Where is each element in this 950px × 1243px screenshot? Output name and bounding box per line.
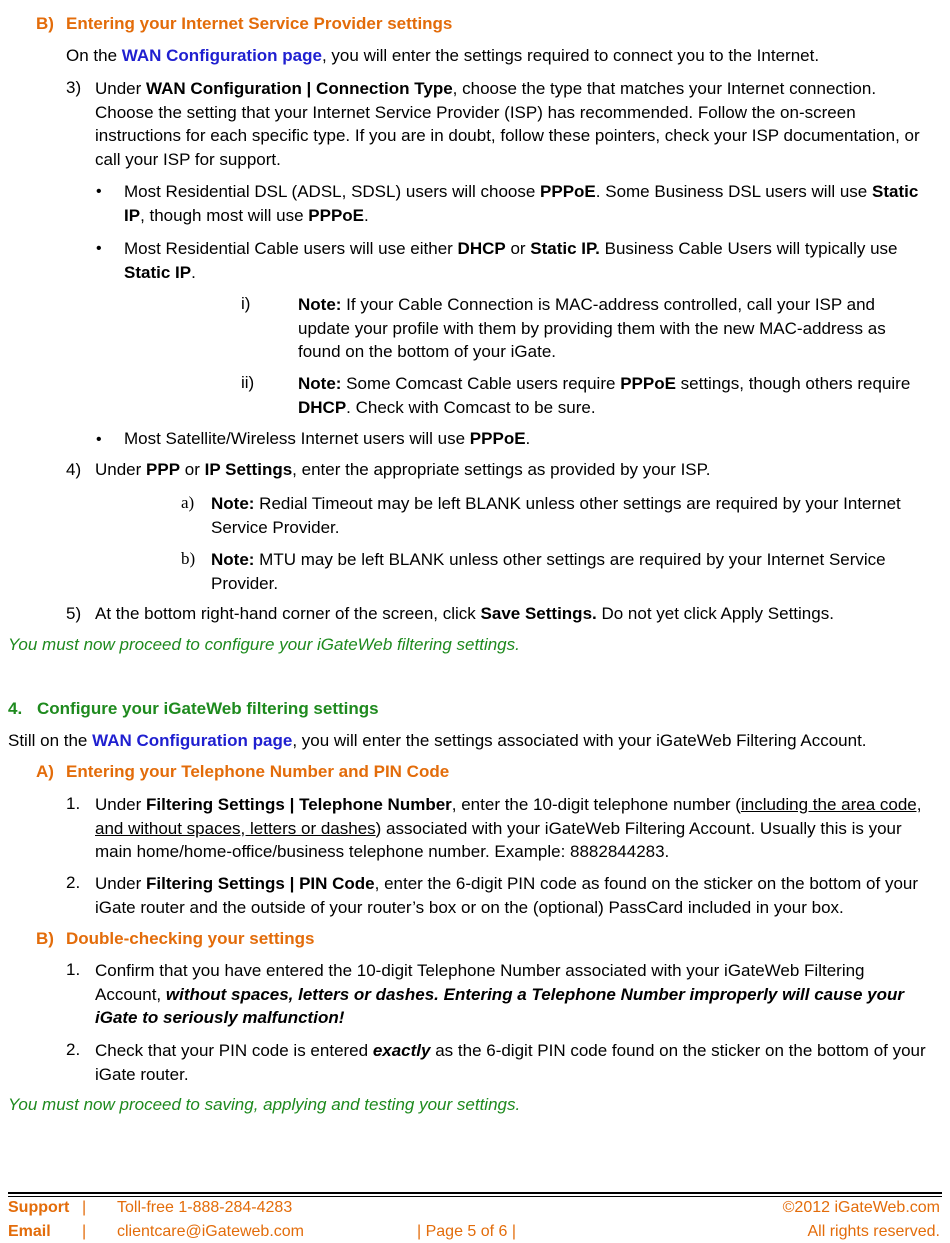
section-4-heading: Configure your iGateWeb filtering settings — [37, 699, 379, 718]
underlined-text: including the area code, and without spaces, letters or dashes — [95, 795, 922, 838]
note-a — [211, 492, 936, 539]
note-label: Note: — [298, 295, 342, 314]
bold-text: IP Settings — [204, 460, 293, 479]
text: Do not yet click Apply Settings. — [596, 604, 834, 623]
b2-item-1 — [95, 959, 920, 1030]
text: Check that your PIN code is entered — [95, 1041, 373, 1060]
note-ii-marker: ii) — [241, 373, 255, 392]
wan-config-link: WAN Configuration page — [121, 46, 322, 65]
text: At the bottom right-hand corner of the screen, click — [95, 604, 481, 623]
bold-text: DHCP — [298, 397, 347, 417]
section-4-marker: 4. — [8, 699, 23, 718]
step-3-marker: 3) — [66, 78, 82, 97]
bullet-satellite — [124, 428, 530, 450]
text: Business Cable Users will typically use — [599, 239, 898, 258]
note-a-marker: a) — [181, 493, 195, 512]
a-item-1 — [95, 793, 940, 864]
footer-page-number: | Page 5 of 6 | — [417, 1223, 517, 1240]
text: Under — [95, 874, 147, 893]
intro-text: On the — [66, 46, 122, 65]
footer-phone: Toll-free 1-888-284-4283 — [117, 1199, 293, 1216]
b2-item-1-marker: 1. — [66, 960, 81, 979]
bullet-icon: • — [96, 431, 102, 448]
a-item-2 — [95, 872, 935, 919]
text: ) associated with your iGateWeb Filtering Account. Usually this is your main home/home-office/business telephone number. Example: 8882844283. — [95, 818, 902, 861]
a-item-1-marker: 1. — [66, 794, 81, 813]
section-b-intro — [66, 45, 819, 67]
note-i-marker: i) — [241, 294, 251, 313]
bold-text: PPPoE — [540, 182, 596, 201]
section-a-marker: A) — [36, 762, 54, 781]
b2-item-2-marker: 2. — [66, 1040, 81, 1059]
bullet-icon: • — [96, 240, 102, 257]
footer-email-link[interactable]: clientcare@iGateweb.com — [117, 1223, 304, 1240]
bold-text: PPPoE — [469, 429, 526, 448]
text: Under — [95, 460, 147, 479]
text: . — [364, 205, 369, 225]
note-label: Note: — [211, 494, 255, 513]
section-b2-heading: Double-checking your settings — [66, 929, 315, 948]
proceed-note-2: You must now proceed to saving, applying and testing your settings. — [8, 1095, 521, 1114]
text: Most Residential Cable users will use either — [124, 239, 458, 258]
text: , you will enter the settings associated with your iGateWeb Filtering Account. — [292, 731, 867, 750]
text: , choose the type that matches your Internet connection. Choose the setting that your Internet Service Provider (ISP) has recommended. Follow the on-screen instructions for each specific type. If you are in doubt, follow these pointers, check your ISP documentation, or call your ISP for support. — [95, 79, 920, 169]
text: , enter the appropriate settings as provided by your ISP. — [292, 460, 711, 479]
note-b-marker: b) — [181, 549, 196, 568]
step-4-marker: 4) — [66, 460, 82, 479]
section-a-heading: Entering your Telephone Number and PIN Code — [66, 762, 450, 781]
footer-email-label: Email — [8, 1223, 51, 1240]
text: as the 6-digit PIN code found on the sticker on the bottom of your iGate router. — [95, 1041, 926, 1084]
section-b2-marker: B) — [36, 929, 54, 948]
text: Redial Timeout may be left BLANK unless other settings are required by your Internet Service Provider. — [211, 494, 901, 537]
footer-rights: All rights reserved. — [807, 1223, 940, 1240]
text: settings, though others require — [675, 374, 911, 393]
text: , enter the 6-digit PIN code as found on the sticker on the bottom of your iGate router and the outside of your router’s box or on the (optional) PassCard included in your box. — [95, 874, 919, 917]
bold-text: PPPoE — [620, 374, 676, 393]
note-ii — [298, 372, 930, 419]
bold-text: PPPoE — [308, 205, 365, 225]
text: or — [505, 239, 531, 258]
footer-support-label: Support — [8, 1199, 70, 1216]
text: or — [180, 460, 205, 479]
step-5-marker: 5) — [66, 604, 82, 623]
text: Most Satellite/Wireless Internet users will use — [124, 429, 470, 448]
text: . Some Business DSL users will use — [595, 182, 872, 201]
proceed-note-1: You must now proceed to configure your iGateWeb filtering settings. — [8, 635, 520, 654]
bold-text: Static IP — [124, 262, 192, 282]
text: Under — [95, 795, 147, 814]
note-label: Note: — [211, 550, 255, 569]
b2-item-2 — [95, 1039, 935, 1086]
bullet-dsl — [124, 180, 934, 227]
note-label: Note: — [298, 374, 342, 393]
text: Confirm that you have entered the 10-digit Telephone Number associated with your iGateWeb Filtering Account, — [95, 961, 865, 1004]
note-b — [211, 548, 926, 595]
text: Most Residential DSL (ADSL, SDSL) users will choose — [124, 182, 541, 201]
text: , though most will use — [140, 205, 309, 225]
bold-text: Filtering Settings | Telephone Number — [146, 795, 452, 814]
text: If your Cable Connection is MAC-address controlled, call your ISP and update your profile with them by providing them with the new MAC-address as found on the bottom of your iGate. — [298, 295, 886, 361]
text: Still on the — [8, 731, 93, 750]
text: . — [191, 262, 196, 282]
bold-text: PPP — [146, 460, 181, 479]
section-b-heading: Entering your Internet Service Provider settings — [66, 14, 453, 33]
step-5-text — [95, 603, 834, 625]
text: . Check with Comcast to be sure. — [346, 397, 596, 417]
text: MTU may be left BLANK unless other settings are required by your Internet Service Provider. — [211, 550, 886, 593]
note-i — [298, 293, 930, 364]
bold-text: Static IP — [124, 182, 919, 225]
footer-separator: | — [82, 1223, 87, 1240]
warning-text: without spaces, letters or dashes. Entering a Telephone Number improperly will cause your iGate to seriously malfunction! — [95, 984, 904, 1027]
footer-divider — [8, 1192, 942, 1194]
section-4-intro — [8, 730, 867, 752]
emphasis-text: exactly — [372, 1041, 431, 1060]
text: , enter the 10-digit telephone number ( — [451, 795, 741, 814]
connection-type-label: WAN Configuration | Connection Type — [146, 79, 453, 98]
step-3-text — [95, 77, 930, 171]
a-item-2-marker: 2. — [66, 873, 81, 892]
text: . — [525, 429, 531, 448]
save-settings-label: Save Settings. — [480, 604, 597, 623]
text: Some Comcast Cable users require — [341, 374, 621, 393]
wan-config-link: WAN Configuration page — [92, 731, 293, 750]
bold-text: Filtering Settings | PIN Code — [146, 874, 375, 893]
footer-separator: | — [82, 1199, 87, 1216]
bold-text: DHCP — [457, 239, 506, 258]
text: Under — [95, 79, 147, 98]
bold-text: Static IP. — [530, 239, 600, 258]
step-4-text — [95, 459, 711, 481]
footer-copyright: ©2012 iGateWeb.com — [782, 1199, 940, 1216]
bullet-cable — [124, 237, 924, 284]
bullet-icon: • — [96, 183, 102, 200]
intro-text-end: , you will enter the settings required to connect you to the Internet. — [321, 46, 820, 65]
section-b-marker: B) — [36, 14, 54, 33]
